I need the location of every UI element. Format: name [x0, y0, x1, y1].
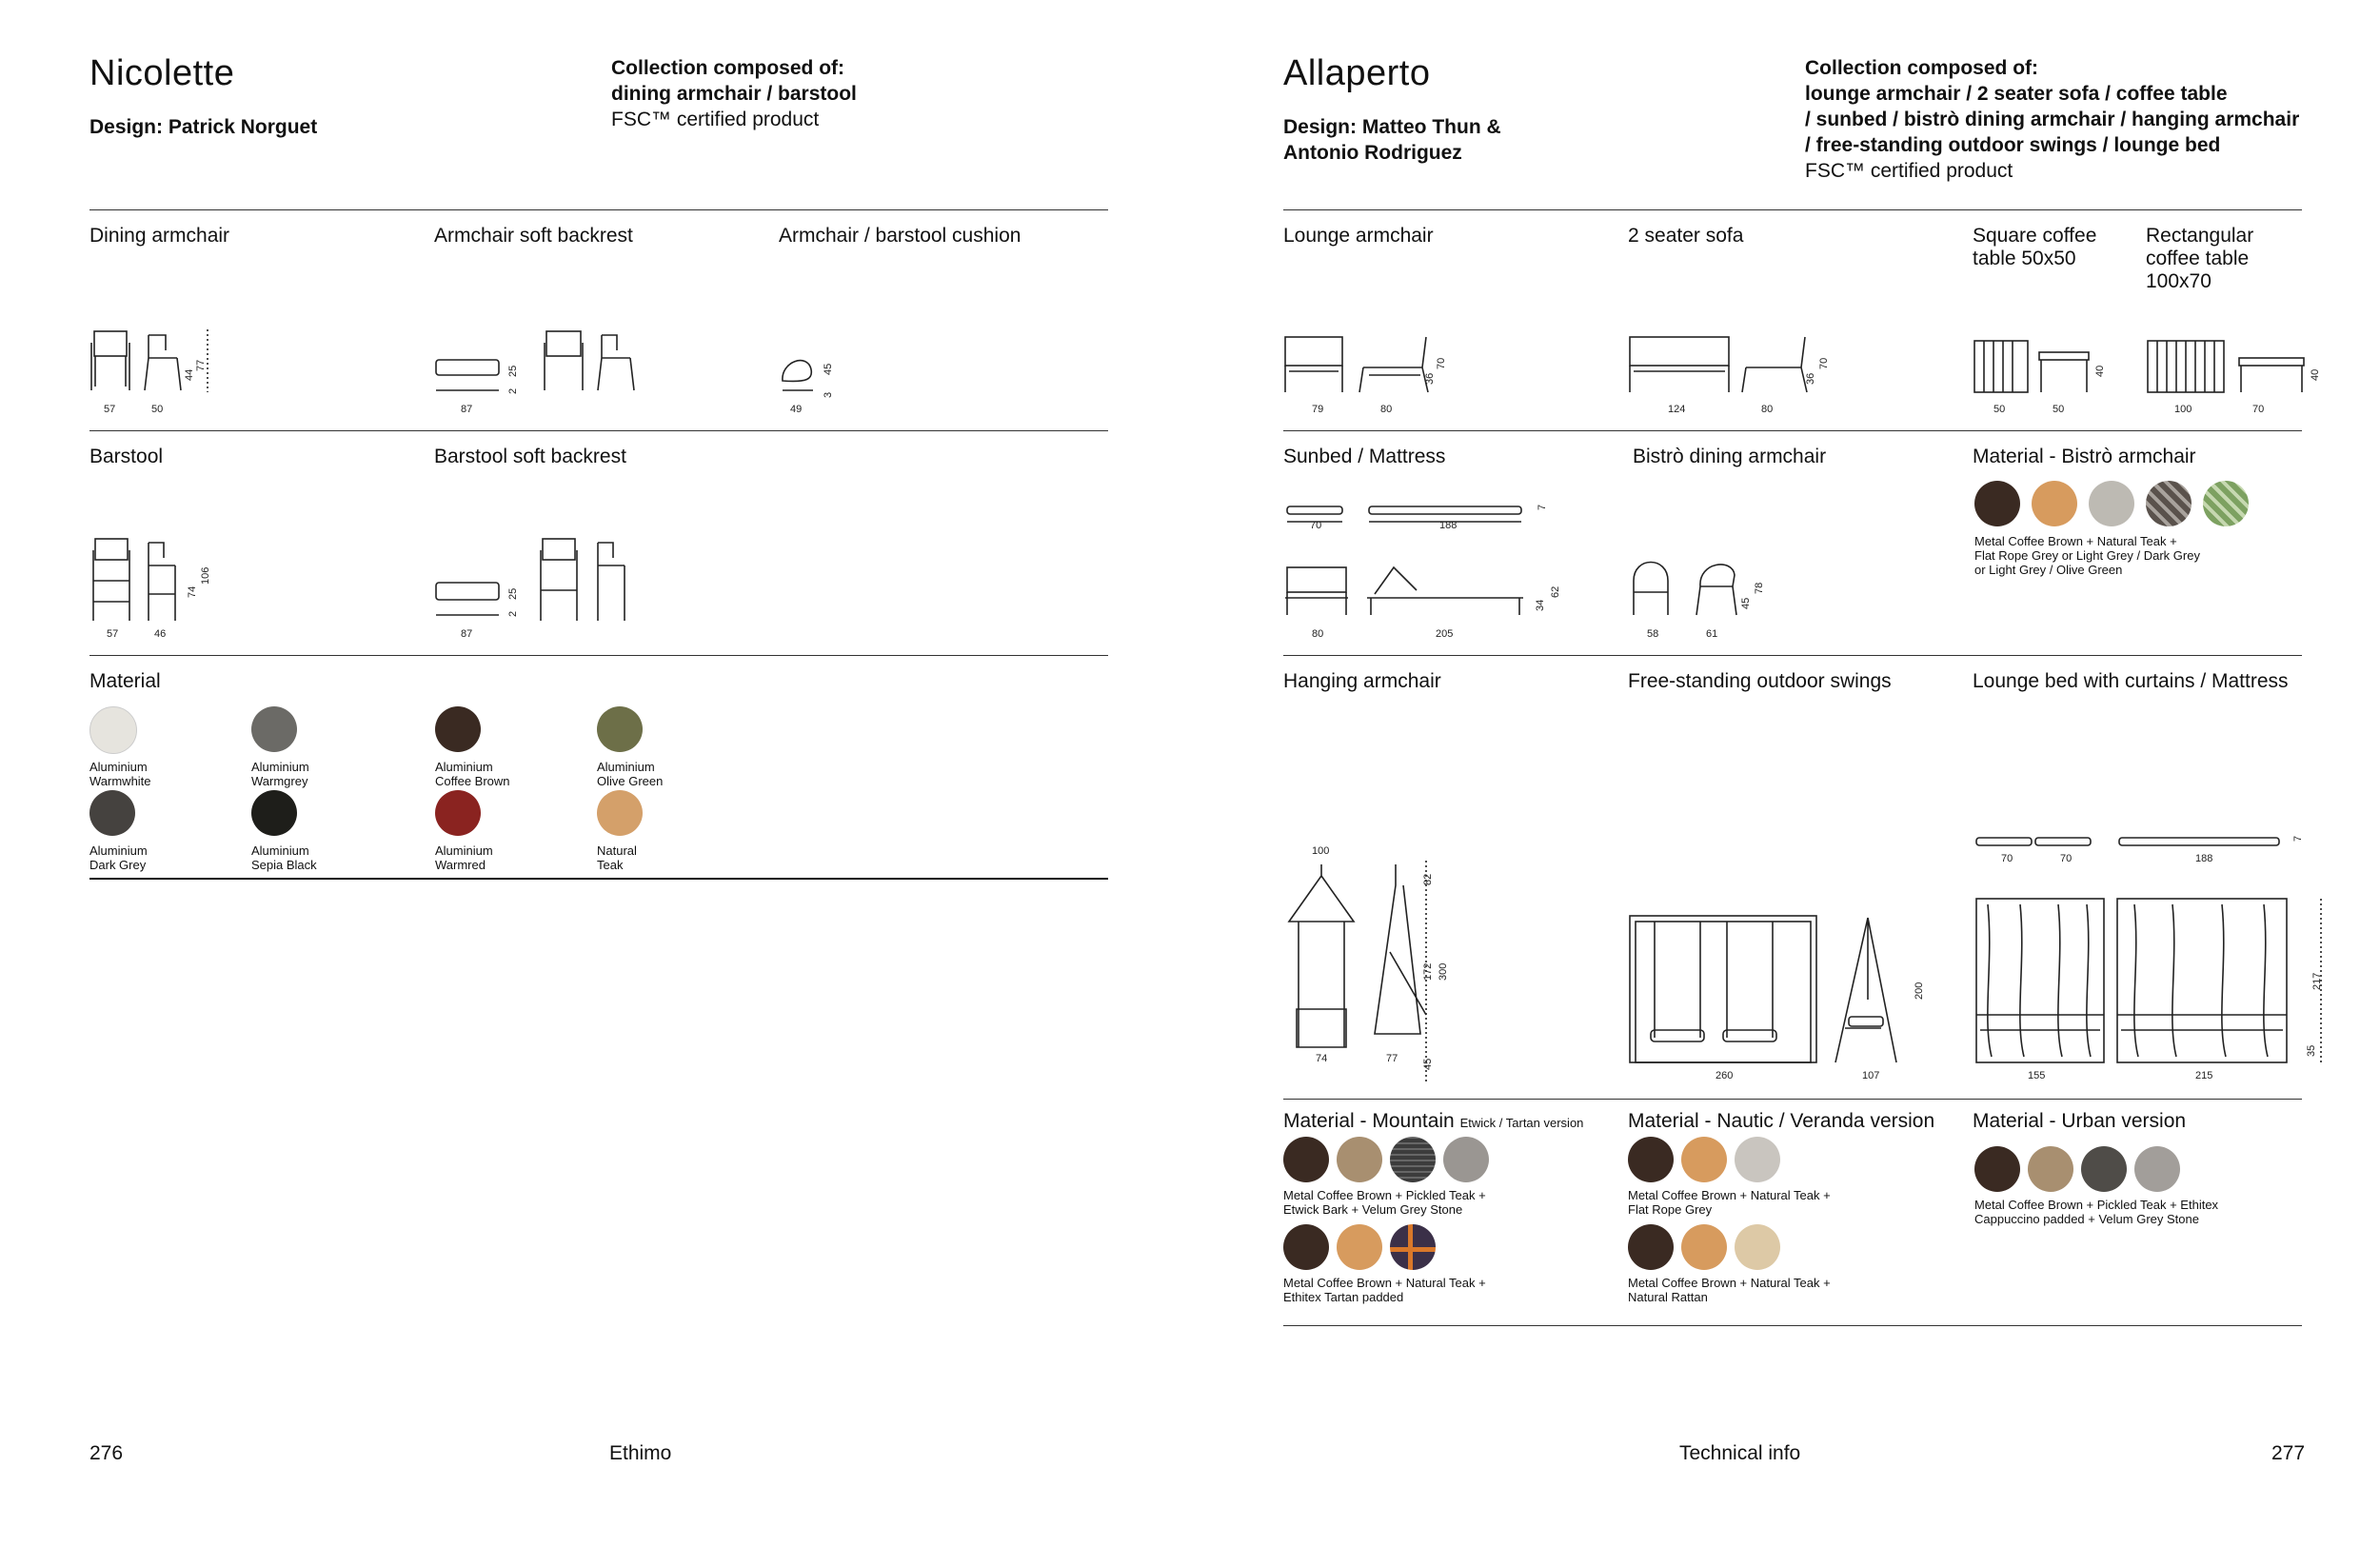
divider	[1283, 1099, 2302, 1100]
swatch-natural-rattan	[1735, 1224, 1780, 1270]
material-heading: Material - Nautic / Veranda version	[1628, 1110, 1935, 1132]
dimension-label: 61	[1706, 628, 1718, 640]
rect-table-drawing	[2146, 339, 2327, 396]
swatch-pickled-teak	[1337, 1137, 1382, 1182]
dimension-label: 80	[1380, 404, 1393, 415]
dimension-label: 45	[823, 363, 834, 375]
product-label: Square coffee table 50x50	[1973, 225, 2097, 269]
swatch-coffee-brown	[1628, 1137, 1674, 1182]
divider	[1283, 430, 2302, 431]
dimension-label: 100	[1312, 845, 1330, 857]
swatch-natural-teak	[2032, 481, 2077, 526]
product-label: Armchair soft backrest	[434, 225, 633, 247]
certification: FSC™ certified product	[1805, 160, 2013, 182]
dimension-label: 50	[1993, 404, 2006, 415]
dimension-label: 260	[1716, 1070, 1734, 1081]
dimension-label: 57	[104, 404, 116, 415]
lounge-armchair-drawing	[1283, 333, 1455, 400]
divider	[89, 209, 1108, 210]
dimension-label: 7	[2292, 835, 2304, 842]
sunbed-drawing	[1283, 495, 1550, 628]
dimension-label: 25	[507, 587, 519, 600]
collection-heading: Collection composed of:	[611, 57, 845, 79]
dimension-label: 172	[1422, 962, 1434, 981]
product-label: Barstool soft backrest	[434, 446, 626, 467]
dimension-label: 70	[1436, 357, 1447, 369]
material-description: Metal Coffee Brown + Pickled Teak + Etwick Bark + Velum Grey Stone	[1283, 1188, 1486, 1217]
sofa-drawing	[1628, 333, 1818, 400]
dimension-label: 45	[1422, 1058, 1434, 1070]
swatch-olive-green	[597, 706, 643, 752]
lounge-bed-drawing	[1973, 828, 2334, 1076]
swatch-label: Natural Teak	[597, 843, 637, 872]
dimension-label: 188	[1439, 520, 1458, 531]
dimension-label: 74	[187, 585, 198, 598]
dimension-label: 50	[151, 404, 164, 415]
certification: FSC™ certified product	[611, 109, 820, 130]
soft-backrest-drawing	[434, 324, 644, 400]
swatch-warmred	[435, 790, 481, 836]
dimension-label: 79	[1312, 404, 1324, 415]
product-label: Hanging armchair	[1283, 670, 1441, 692]
dimension-label: 57	[107, 628, 119, 640]
collection-line: / sunbed / bistrò dining armchair / hanging armchair	[1805, 109, 2300, 130]
swatch-ethitex-cappuccino	[2081, 1146, 2127, 1192]
swatch-coffee-brown	[1974, 481, 2020, 526]
dimension-label: 40	[2094, 365, 2106, 377]
dimension-label: 2	[507, 610, 519, 617]
swatch-natural-teak	[1681, 1137, 1727, 1182]
swatch-etwick-bark	[1390, 1137, 1436, 1182]
dimension-label: 200	[1914, 982, 1925, 1000]
dimension-label: 40	[2310, 368, 2321, 381]
dimension-label: 215	[2195, 1070, 2213, 1081]
page-title-nicolette: Nicolette	[89, 53, 235, 93]
dimension-label: 80	[1312, 628, 1324, 640]
collection-line: / free-standing outdoor swings / lounge bed	[1805, 134, 2221, 156]
swatch-label: Aluminium Sepia Black	[251, 843, 317, 872]
dimension-label: 205	[1436, 628, 1454, 640]
footer-brand: Ethimo	[609, 1442, 672, 1464]
swatch-velum-grey-stone	[1443, 1137, 1489, 1182]
dimension-label: 74	[1316, 1053, 1328, 1064]
divider	[1283, 209, 2302, 210]
swatch-natural-teak	[1681, 1224, 1727, 1270]
material-heading: Material - Urban version	[1973, 1110, 2187, 1132]
swatch-velum-grey-stone	[2134, 1146, 2180, 1192]
swatch-label: Aluminium Warmwhite	[89, 760, 151, 788]
swatch-olive-green	[2203, 481, 2249, 526]
swatch-flat-rope-grey	[1735, 1137, 1780, 1182]
swatch-coffee-brown	[1283, 1224, 1329, 1270]
dimension-label: 49	[790, 404, 803, 415]
page-number-right: 277	[2271, 1442, 2306, 1464]
dimension-label: 44	[184, 368, 195, 381]
divider	[89, 878, 1108, 880]
swatch-label: Aluminium Warmred	[435, 843, 493, 872]
dimension-label: 50	[2053, 404, 2065, 415]
dimension-label: 70	[2001, 853, 2013, 864]
swatch-label: Aluminium Coffee Brown	[435, 760, 510, 788]
dimension-label: 155	[2028, 1070, 2046, 1081]
dimension-label: 80	[1761, 404, 1774, 415]
dimension-label: 70	[2060, 853, 2073, 864]
dimension-label: 77	[195, 359, 207, 371]
dimension-label: 58	[1647, 628, 1659, 640]
swatch-warmwhite	[89, 706, 137, 754]
designer-credit: Design: Patrick Norguet	[89, 116, 318, 138]
swatch-dark-grey	[89, 790, 135, 836]
footer-section: Technical info	[1679, 1442, 1801, 1464]
page-title-allaperto: Allaperto	[1283, 53, 1431, 93]
dimension-label: 107	[1862, 1070, 1880, 1081]
product-label: Lounge bed with curtains / Mattress	[1973, 670, 2289, 692]
swatch-label: Aluminium Warmgrey	[251, 760, 309, 788]
divider	[89, 655, 1108, 656]
designer-credit: Design: Matteo Thun & Antonio Rodriguez	[1283, 116, 1501, 164]
dimension-label: 3	[823, 391, 834, 398]
collection-info	[611, 55, 992, 132]
page-number-left: 276	[89, 1442, 124, 1464]
material-heading: Material	[89, 670, 161, 692]
swatch-sepia-black	[251, 790, 297, 836]
swatch-coffee-brown	[435, 706, 481, 752]
material-description: Metal Coffee Brown + Pickled Teak + Ethitex Cappuccino padded + Velum Grey Stone	[1974, 1198, 2219, 1226]
swatch-dark-grey	[2146, 481, 2192, 526]
dimension-label: 217	[2311, 972, 2323, 990]
swatch-natural-teak	[597, 790, 643, 836]
square-table-drawing	[1973, 339, 2144, 396]
dimension-label: 100	[2174, 404, 2192, 415]
material-description: Metal Coffee Brown + Natural Teak + Flat Rope Grey or Light Grey / Dark Grey or Light Grey / Olive Green	[1974, 534, 2200, 577]
dimension-label: 70	[1310, 520, 1322, 531]
product-label: Free-standing outdoor swings	[1628, 670, 1892, 692]
swatch-natural-teak	[1337, 1224, 1382, 1270]
dimension-label: 87	[461, 404, 473, 415]
swatch-flat-rope-grey	[2089, 481, 2134, 526]
swatch-label: Aluminium Dark Grey	[89, 843, 148, 872]
dimension-label: 82	[1422, 873, 1434, 885]
dimension-label: 78	[1754, 582, 1765, 594]
material-heading: Material - Mountain Etwick / Tartan version	[1283, 1110, 1584, 1132]
product-label: Lounge armchair	[1283, 225, 1434, 247]
barstool-backrest-drawing	[434, 533, 644, 628]
material-description: Metal Coffee Brown + Natural Teak + Flat Rope Grey	[1628, 1188, 1831, 1217]
dimension-label: 35	[2306, 1044, 2317, 1057]
product-label: Bistrò dining armchair	[1633, 446, 1827, 467]
dimension-label: 70	[1818, 357, 1830, 369]
swatch-coffee-brown	[1283, 1137, 1329, 1182]
dimension-label: 7	[1537, 504, 1548, 510]
dimension-label: 36	[1805, 372, 1816, 385]
material-description: Metal Coffee Brown + Natural Teak + Ethitex Tartan padded	[1283, 1276, 1486, 1304]
dimension-label: 124	[1668, 404, 1686, 415]
swatch-coffee-brown	[1974, 1146, 2020, 1192]
dimension-label: 45	[1740, 597, 1752, 609]
product-label: 2 seater sofa	[1628, 225, 1744, 247]
outdoor-swings-drawing	[1628, 904, 1933, 1066]
dimension-label: 62	[1550, 585, 1561, 598]
swatch-coffee-brown	[1628, 1224, 1674, 1270]
swatch-label: Aluminium Olive Green	[597, 760, 664, 788]
dimension-label: 36	[1424, 372, 1436, 385]
collection-line: lounge armchair / 2 seater sofa / coffee table	[1805, 83, 2228, 105]
dimension-label: 34	[1535, 599, 1546, 611]
dimension-label: 2	[507, 387, 519, 394]
dimension-label: 106	[200, 566, 211, 585]
product-label: Dining armchair	[89, 225, 230, 247]
swatch-ethitex-tartan	[1390, 1224, 1436, 1270]
dimension-label: 300	[1438, 962, 1449, 981]
swatch-pickled-teak	[2028, 1146, 2073, 1192]
collection-heading: Collection composed of:	[1805, 57, 2039, 79]
collection-items: dining armchair / barstool	[611, 83, 857, 105]
material-description: Metal Coffee Brown + Natural Teak + Natural Rattan	[1628, 1276, 1831, 1304]
product-label: Barstool	[89, 446, 164, 467]
dimension-label: 46	[154, 628, 167, 640]
collection-info	[1805, 55, 2338, 184]
product-label: Rectangular coffee table 100x70	[2146, 225, 2254, 292]
dimension-label: 77	[1386, 1053, 1398, 1064]
divider	[89, 430, 1108, 431]
swatch-warmgrey	[251, 706, 297, 752]
divider	[1283, 1325, 2302, 1326]
divider	[1283, 655, 2302, 656]
dimension-label: 70	[2252, 404, 2265, 415]
dimension-label: 188	[2195, 853, 2213, 864]
dimension-label: 25	[507, 365, 519, 377]
dimension-label: 87	[461, 628, 473, 640]
product-label: Sunbed / Mattress	[1283, 446, 1446, 467]
product-label: Armchair / barstool cushion	[779, 225, 1021, 247]
material-heading: Material - Bistrò armchair	[1973, 446, 2196, 467]
